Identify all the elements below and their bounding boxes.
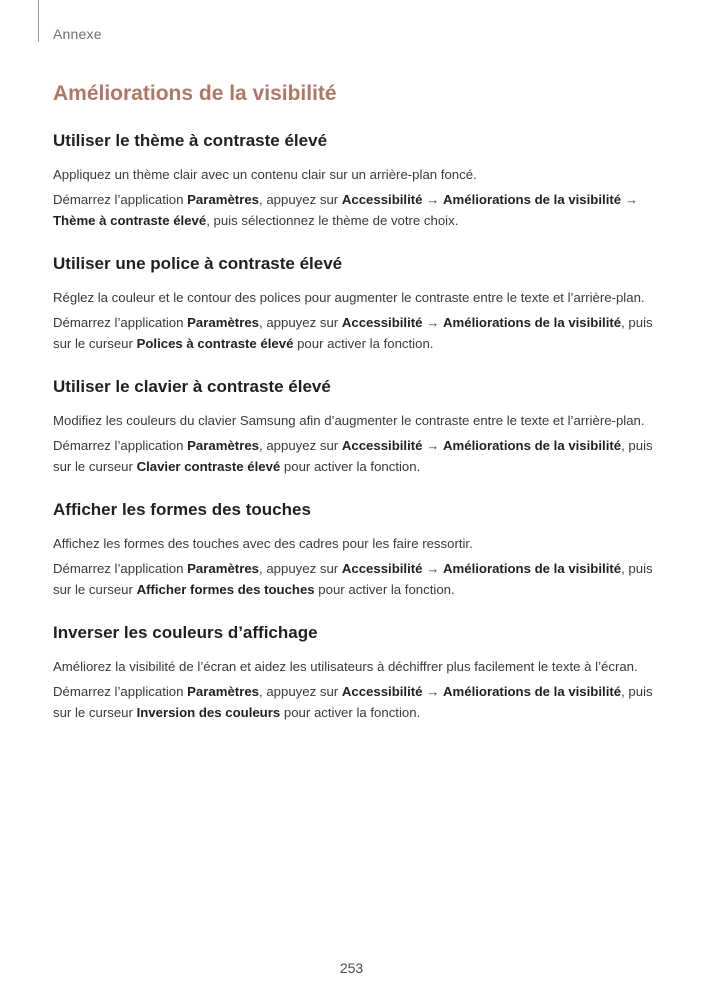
instruction-text: → [621, 192, 638, 207]
page-title: Améliorations de la visibilité [53, 82, 337, 105]
instruction-text: pour activer la fonction. [280, 705, 421, 720]
main-content [53, 130, 653, 745]
section-heading: Utiliser le thème à contraste élevé [53, 131, 328, 150]
ui-term: Paramètres [187, 561, 259, 576]
instruction-text: → [422, 684, 443, 699]
section-theme-contraste [53, 130, 653, 231]
ui-term: Paramètres [187, 438, 259, 453]
section-heading: Inverser les couleurs d’affichage [53, 623, 318, 642]
section-heading: Utiliser le clavier à contraste élevé [53, 377, 331, 396]
instruction-text: Démarrez l’application [53, 561, 188, 576]
section-inverser-couleurs [53, 622, 653, 723]
ui-term: Paramètres [187, 192, 259, 207]
instruction-text: Démarrez l’application [53, 438, 188, 453]
ui-term: Paramètres [187, 684, 259, 699]
section-formes-touches [53, 499, 653, 600]
instruction-text: , appuyez sur [259, 315, 342, 330]
section-instructions [53, 435, 653, 477]
section-description: Appliquez un thème clair avec un contenu clair sur un arrière-plan foncé. [53, 167, 477, 182]
ui-term: Accessibilité [341, 684, 423, 699]
section-police-contraste [53, 253, 653, 354]
instruction-text: → [422, 192, 443, 207]
instruction-text: , puis sur le curseur [53, 561, 653, 597]
instruction-text: pour activer la fonction. [314, 582, 455, 597]
instruction-text: → [422, 315, 443, 330]
instruction-text: , appuyez sur [259, 561, 342, 576]
ui-term: Améliorations de la visibilité [443, 192, 622, 207]
section-clavier-contraste [53, 376, 653, 477]
section-instructions [53, 189, 653, 231]
section-heading: Utiliser une police à contraste élevé [53, 254, 343, 273]
instruction-text: , puis sur le curseur [53, 684, 653, 720]
section-description: Affichez les formes des touches avec des cadres pour les faire ressortir. [53, 536, 473, 551]
ui-term: Accessibilité [341, 192, 423, 207]
section-instructions [53, 681, 653, 723]
instruction-text: → [422, 438, 443, 453]
header-section-label: Annexe [53, 26, 102, 42]
instruction-text: pour activer la fonction. [293, 336, 434, 351]
header-rule [38, 0, 39, 42]
section-instructions [53, 558, 653, 600]
ui-term: Afficher formes des touches [136, 582, 315, 597]
instruction-text: → [422, 561, 443, 576]
instruction-text: , appuyez sur [259, 438, 342, 453]
instruction-text: , appuyez sur [259, 192, 342, 207]
section-description: Améliorez la visibilité de l’écran et aidez les utilisateurs à déchiffrer plus facilement le texte à l’écran. [53, 659, 638, 674]
instruction-text: , puis sélectionnez le thème de votre choix. [206, 213, 459, 228]
instruction-text: , puis sur le curseur [53, 438, 653, 474]
ui-term: Améliorations de la visibilité [443, 315, 622, 330]
instruction-text: , puis sur le curseur [53, 315, 653, 351]
instruction-text: Démarrez l’application [53, 192, 188, 207]
ui-term: Améliorations de la visibilité [443, 438, 622, 453]
instruction-text: Démarrez l’application [53, 315, 188, 330]
section-description: Modifiez les couleurs du clavier Samsung afin d’augmenter le contraste entre le texte et l’arrière-plan. [53, 413, 645, 428]
ui-term: Accessibilité [341, 438, 423, 453]
section-heading: Afficher les formes des touches [53, 500, 311, 519]
ui-term: Paramètres [187, 315, 259, 330]
ui-term: Polices à contraste élevé [136, 336, 294, 351]
page-number: 253 [339, 960, 364, 976]
ui-term: Accessibilité [341, 315, 423, 330]
instruction-text: , appuyez sur [259, 684, 342, 699]
instruction-text: Démarrez l’application [53, 684, 188, 699]
section-description: Réglez la couleur et le contour des polices pour augmenter le contraste entre le texte et l’arrière-plan. [53, 290, 645, 305]
ui-term: Accessibilité [341, 561, 423, 576]
ui-term: Thème à contraste élevé [53, 213, 207, 228]
instruction-text: pour activer la fonction. [280, 459, 421, 474]
ui-term: Inversion des couleurs [136, 705, 281, 720]
section-instructions [53, 312, 653, 354]
ui-term: Améliorations de la visibilité [443, 684, 622, 699]
ui-term: Améliorations de la visibilité [443, 561, 622, 576]
ui-term: Clavier contraste élevé [136, 459, 281, 474]
